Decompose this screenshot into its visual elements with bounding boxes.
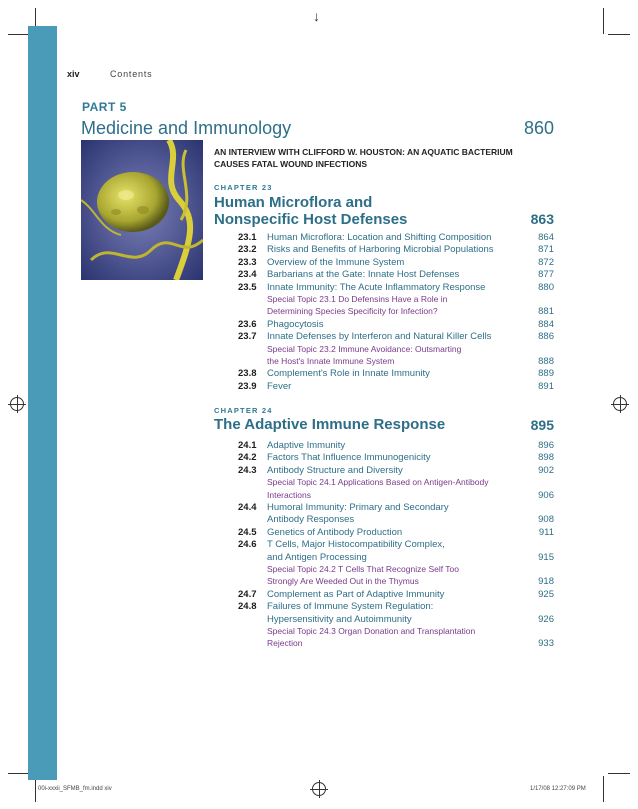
section-page: 891 (538, 380, 554, 392)
section-page: 925 (538, 588, 554, 600)
section-page: 906 (538, 489, 554, 501)
chapter-title (214, 194, 407, 228)
section-row (238, 452, 554, 464)
section-title: Factors That Influence Immunogenicity (267, 452, 431, 464)
chapter-title-line: The Adaptive Immune Response (214, 416, 446, 433)
section-number: 23.4 (238, 269, 257, 281)
section-title: and Antigen Processing (267, 551, 367, 563)
section-title: Phagocytosis (267, 318, 324, 330)
section-row (238, 368, 554, 380)
section-row (238, 514, 554, 526)
section-page: 896 (538, 440, 554, 451)
crop-mark (8, 34, 30, 35)
section-title: Special Topic 23.1 Do Defensins Have a Role in (267, 294, 448, 304)
section-row (238, 502, 554, 514)
crop-mark (603, 776, 604, 802)
section-number: 23.2 (238, 244, 257, 256)
arrow-down-icon: ↓ (313, 8, 320, 24)
section-number: 23.1 (238, 232, 257, 243)
part-label: PART 5 (82, 100, 127, 114)
section-number: 24.1 (238, 440, 257, 451)
chapter-page: 863 (530, 211, 554, 227)
section-row (238, 269, 554, 281)
section-row (238, 381, 554, 393)
chapter-label: CHAPTER 23 (214, 183, 273, 192)
section-row (238, 282, 554, 294)
section-page: 877 (538, 269, 554, 281)
crop-mark (8, 773, 30, 774)
running-head: Contents (110, 69, 153, 79)
chapter-title-line: Human Microflora and (214, 194, 373, 211)
special-topic-row (238, 564, 554, 576)
interview-heading (214, 146, 554, 170)
section-title: Complement as Part of Adaptive Immunity (267, 588, 445, 600)
section-title: T Cells, Major Histocompatibility Complex, (267, 539, 445, 551)
section-page: 864 (538, 232, 554, 243)
section-page: 889 (538, 368, 554, 380)
section-page: 908 (538, 514, 554, 526)
section-title: Special Topic 23.2 Immune Avoidance: Outsmarting (267, 343, 462, 354)
page-number: xiv (67, 69, 80, 79)
section-page: 915 (538, 551, 554, 563)
section-number: 24.3 (238, 464, 257, 476)
section-page: 888 (538, 356, 554, 367)
section-title: Innate Immunity: The Acute Inflammatory Response (267, 281, 486, 293)
section-title: Innate Defenses by Interferon and Natural Killer Cells (267, 331, 492, 343)
interview-line: CAUSES FATAL WOUND INFECTIONS (214, 159, 367, 169)
section-row (238, 589, 554, 601)
section-title: Risks and Benefits of Harboring Microbial Populations (267, 244, 494, 256)
section-page: 933 (538, 638, 554, 650)
section-number: 23.7 (238, 331, 257, 343)
special-topic-row (238, 490, 554, 502)
section-title: Overview of the Immune System (267, 256, 405, 268)
section-title: Antibody Structure and Diversity (267, 464, 403, 476)
section-page: 880 (538, 281, 554, 293)
footer-file: 00i-xxxii_SFMB_fm.indd xiv (38, 786, 112, 792)
registration-mark-icon (312, 782, 326, 796)
crop-mark (608, 773, 630, 774)
section-row (238, 614, 554, 626)
section-number: 23.6 (238, 318, 257, 330)
section-title: Determining Species Specificity for Infection? (267, 306, 438, 317)
section-page: 881 (538, 306, 554, 318)
chapter-label: CHAPTER 24 (214, 406, 273, 415)
section-title: Interactions (267, 489, 311, 500)
section-title: Human Microflora: Location and Shifting Composition (267, 232, 492, 243)
crop-mark (603, 8, 604, 34)
section-number: 24.6 (238, 539, 257, 551)
section-number: 23.5 (238, 281, 257, 293)
special-topic-row (238, 356, 554, 368)
special-topic-row (238, 344, 554, 356)
interview-line: AN INTERVIEW WITH CLIFFORD W. HOUSTON: AN AQUATIC BACTERIUM (214, 147, 513, 157)
crop-mark (608, 34, 630, 35)
part-page: 860 (523, 118, 554, 138)
special-topic-row (238, 477, 554, 489)
section-row (238, 257, 554, 269)
section-number: 24.4 (238, 502, 257, 513)
special-topic-row (238, 294, 554, 306)
section-title: Strongly Are Weeded Out in the Thymus (267, 576, 419, 587)
section-row (238, 527, 554, 539)
section-title: Special Topic 24.3 Organ Donation and Transplantation (267, 626, 476, 636)
section-page: 902 (538, 464, 554, 476)
special-topic-row (238, 576, 554, 588)
section-title: Antibody Responses (267, 514, 355, 526)
section-title: Genetics of Antibody Production (267, 526, 403, 538)
section-page: 886 (538, 331, 554, 343)
section-number: 24.5 (238, 526, 257, 538)
section-number: 24.7 (238, 588, 257, 600)
section-title: Hypersensitivity and Autoimmunity (267, 613, 412, 625)
registration-mark-icon (613, 397, 627, 411)
chapter-page: 895 (530, 417, 554, 433)
special-topic-row (238, 626, 554, 638)
section-title: Humoral Immunity: Primary and Secondary (267, 502, 449, 513)
section-title: Fever (267, 380, 292, 392)
section-title: Adaptive Immunity (267, 440, 346, 451)
section-row (238, 601, 554, 613)
section-row (238, 319, 554, 331)
section-page: 872 (538, 256, 554, 268)
chapter-title (214, 416, 445, 433)
section-number: 23.8 (238, 368, 257, 380)
section-page: 871 (538, 244, 554, 256)
section-number: 23.3 (238, 256, 257, 268)
section-title: Rejection (267, 638, 303, 649)
section-row (238, 232, 554, 244)
section-title: Complement's Role in Innate Immunity (267, 368, 430, 380)
section-title: Special Topic 24.2 T Cells That Recognize Self Too (267, 564, 459, 574)
part-title: Medicine and Immunology (81, 118, 292, 138)
section-title: the Host's Innate Immune System (267, 356, 395, 366)
section-title: Failures of Immune System Regulation: (267, 601, 434, 613)
section-row (238, 440, 554, 452)
chapter-title-line: Nonspecific Host Defenses (214, 211, 408, 228)
section-page: 898 (538, 452, 554, 464)
section-number: 23.9 (238, 380, 257, 392)
side-color-band (28, 26, 57, 780)
section-page: 884 (538, 318, 554, 330)
section-title: Special Topic 24.1 Applications Based on Antigen-Antibody (267, 477, 489, 488)
section-number: 24.2 (238, 452, 257, 464)
section-page: 911 (538, 526, 554, 538)
special-topic-row (238, 306, 554, 318)
section-row (238, 331, 554, 343)
section-page: 926 (538, 613, 554, 625)
section-page: 918 (538, 576, 554, 588)
section-row (238, 244, 554, 256)
section-row (238, 465, 554, 477)
registration-mark-icon (10, 397, 24, 411)
section-row (238, 539, 554, 551)
special-topic-row (238, 638, 554, 650)
section-number: 24.8 (238, 601, 257, 613)
footer-timestamp: 1/17/08 12:27:09 PM (530, 786, 586, 792)
section-row (238, 552, 554, 564)
bacterium-photo (81, 140, 203, 280)
section-title: Barbarians at the Gate: Innate Host Defenses (267, 269, 460, 281)
